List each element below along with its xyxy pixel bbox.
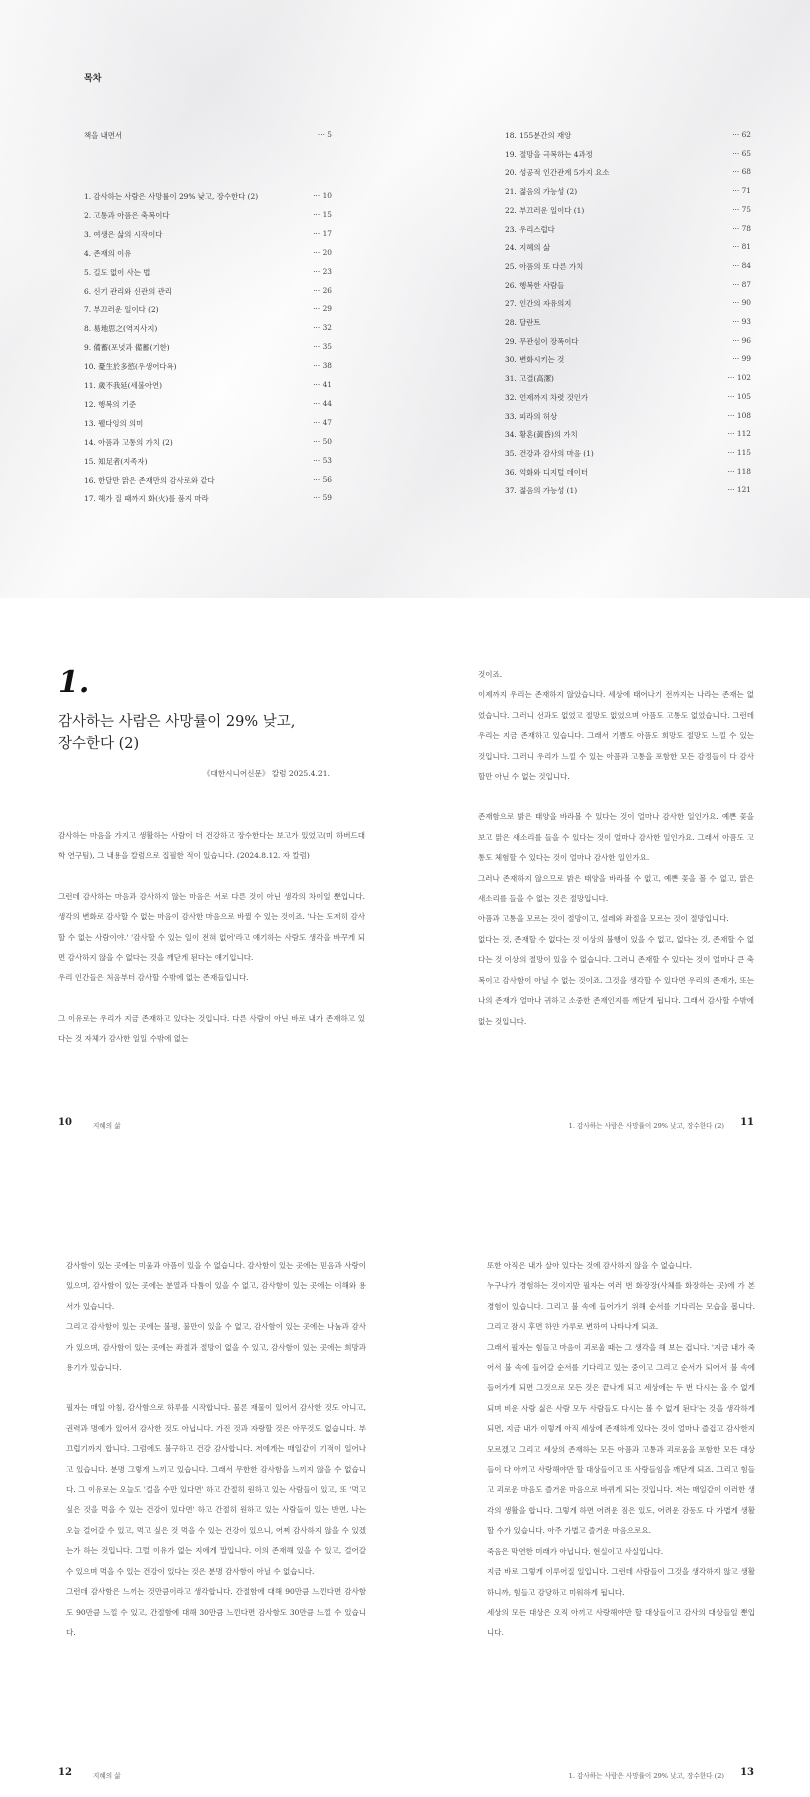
page-13-body [487, 1256, 755, 1644]
toc-entry-title: 8. 易地思之(역지사지) [84, 324, 158, 334]
toc-entry[interactable] [84, 191, 332, 202]
paragraph: 그 이유로는 우리가 지금 존재하고 있다는 것입니다. 다른 사람이 아닌 바로 내가 존재하고 있다는 것 자체가 감사한 일일 수밖에 없는 [58, 1013, 365, 1044]
toc-entry-page: ··· 10 [313, 191, 332, 200]
toc-entry-page: ··· 65 [732, 148, 751, 158]
toc-entry-page: ··· 56 [313, 474, 332, 484]
toc-entry-title: 32. 언제까지 차렷 것인가 [505, 392, 589, 402]
toc-entry-title: 25. 아픔의 또 다른 가치 [505, 261, 584, 271]
toc-entry-page: ··· 121 [727, 485, 751, 495]
toc-entry-title: 33. 피라의 허상 [505, 411, 558, 421]
toc-entry[interactable] [84, 323, 332, 334]
toc-entry-page: ··· 118 [727, 466, 751, 476]
toc-entry[interactable] [505, 336, 751, 347]
toc-entry-title: 12. 행복의 기준 [84, 399, 137, 409]
toc-entry-page: ··· 93 [732, 317, 751, 326]
page-12-body [66, 1256, 366, 1643]
toc-entry-page: ··· 41 [313, 380, 332, 389]
toc-entry[interactable] [505, 205, 751, 216]
toc-entry-title: 10. 憂生於多慾(우생어다욕) [84, 362, 177, 372]
paragraph-gap [478, 787, 754, 807]
toc-entry-page: ··· 53 [313, 455, 332, 465]
paragraph: 세상의 모든 대상은 오직 아끼고 사랑해야만 할 대상들이고 감사의 대상들일 뿐입니다. [487, 1607, 755, 1638]
toc-entry[interactable] [84, 248, 332, 259]
toc-entry-page: ··· 81 [732, 242, 751, 252]
toc-entry-title: 27. 인간의 자유의지 [505, 299, 572, 309]
running-head-right-2: 1. 감사하는 사람은 사망률이 29% 낮고, 장수한다 (2) [568, 1772, 724, 1780]
toc-entry-page: ··· 26 [313, 285, 332, 295]
toc-entry[interactable] [505, 167, 751, 178]
paragraph: 그리고 감사함이 있는 곳에는 불평, 불만이 있을 수 없고, 감사함이 있는 곳에는 나눔과 감사가 있으며, 감사함이 있는 곳에는 좌절과 절망이 없을 수 있고, 감사함이 있는 곳에는 희망과 용기가 있습니다. [66, 1322, 366, 1373]
toc-entry-title: 30. 변화시키는 것 [505, 355, 565, 365]
toc-entry-page: ··· 17 [313, 228, 332, 238]
toc-entry-page: ··· 68 [732, 167, 751, 177]
toc-entry[interactable] [505, 392, 751, 403]
paragraph: 없다는 것, 존재할 수 없다는 것 이상의 불행이 있을 수 없고, 없다는 것, 존재할 수 없다는 것 이상의 절망이 있을 수 없습니다. 그러니 존재할 수 있다는 것이 얼마나 큰 축복이고 감사함이 아닐 수 없는 것이죠. 그것을 생각할 수 있다면 우리의 존재가, 또는 나의 존재가 얼마나 귀하고 소중한 존재인지를 깨닫게 됩니다. 그래서 감사할 수밖에 없는 것입니다. [478, 934, 754, 1026]
toc-entry-page: ··· 5 [317, 130, 332, 139]
toc-entry-title: 26. 행복한 사람들 [505, 280, 565, 290]
toc-entry-page: ··· 102 [727, 373, 751, 383]
paragraph: 감사함이 있는 곳에는 미움과 아픔이 있을 수 없습니다. 감사함이 있는 곳에는 믿음과 사랑이 있으며, 감사함이 있는 곳에는 분열과 다툼이 있을 수 없고, 감사함이 있는 곳에는 이해와 용서가 있습니다. [66, 1261, 366, 1311]
paragraph: 또한 아직은 내가 살아 있다는 것에 감사하지 않을 수 없습니다. [487, 1261, 692, 1270]
toc-entry[interactable] [84, 304, 332, 315]
toc-entry-title: 16. 한달만 맑은 존재만의 감사로와 같다 [84, 475, 215, 485]
toc-entry-page: ··· 84 [732, 260, 751, 270]
page-11-body [478, 665, 754, 1032]
chapter-title-line-1: 감사하는 사람은 사망률이 29% 낮고, [58, 714, 296, 730]
toc-entry[interactable] [505, 467, 751, 478]
toc-entry[interactable] [84, 456, 332, 467]
paragraph: 그래서 필자는 힘들고 마음이 괴로울 때는 그 생각을 해 보는 겁니다. '지금 내가 죽어서 불 속에 들어갈 순서를 기다리고 있는 중이고 그리고 순서가 되어서 불 속에 들어가게 되면 그것으로 모든 것은 끝나게 되고 세상에는 두 번 다시는 올 수 없게 되며 비운 사람 싫은 사람 모두 사람들도 다시는 볼 수 없게 된다'는 것을 생각하게 되면, 지금 내가 이렇게 아직 세상에 존재하게 있다는 것이 얼마나 즐겁고 감사한지 모르겠고 그리고 세상의 존재하는 모든 아픔과 고통과 괴로움을 포함한 모든 대상들이 다 아끼고 사랑해야만 할 대상들이고 또 사랑들임을 깨닫게 되죠. 그리고 힘들고 괴로운 마음도 즐거운 마음으로 바뀌게 되는 것입니다. 저는 매일같이 이러한 생각의 생활을 합니다. 그렇게 하면 어려운 짐은 있도, 어려운 감동도 다 가볍게 생활할 수가 있습니다. 아주 가볍고 즐거운 마음으로요. [487, 1342, 755, 1536]
chapter-source: 《대한시니어신문》 칼럼 2025.4.21. [202, 769, 330, 778]
toc-entry[interactable] [84, 361, 332, 372]
toc-entry-page: ··· 29 [313, 304, 332, 314]
paragraph: 우리 인간들은 처음부터 감사할 수밖에 없는 존재들입니다. [58, 973, 249, 983]
paragraph-gap [58, 989, 365, 1009]
toc-entry[interactable] [505, 186, 751, 197]
page-number-13: 13 [740, 1767, 754, 1778]
toc-entry[interactable] [505, 485, 751, 496]
page-number-11: 11 [740, 1117, 754, 1128]
toc-entry-title: 13. 웰다잉의 의미 [84, 418, 144, 428]
toc-entry-title: 28. 달란트 [505, 318, 541, 327]
toc-entry-title: 34. 황혼(黃昏)의 가치 [505, 430, 578, 440]
toc-entry-page: ··· 71 [732, 186, 751, 196]
toc-entry-title: 18. 155분간의 재앙 [505, 131, 572, 140]
toc-entry-title: 5. 길도 없이 사는 법 [84, 267, 151, 277]
toc-entry-page: ··· 112 [727, 429, 751, 439]
toc-entry[interactable] [84, 493, 332, 504]
toc-entry[interactable] [505, 317, 751, 328]
paragraph-gap [58, 867, 365, 887]
toc-entry-title: 11. 歲不我延(세불아연) [84, 381, 162, 390]
toc-entry-title: 책을 내면서 [84, 131, 123, 140]
paragraph: 아픔과 고통을 모르는 것이 절망이고, 설레와 좌절을 모르는 것이 절망입니다. [478, 914, 729, 924]
paragraph: 존재함으로 밝은 태양을 바라볼 수 있다는 것이 얼마나 감사한 일인가요. 예쁜 꽃을 보고 맑은 새소리를 들을 수 있다는 것이 얼마나 감사한 일인가요. 그래서 아픔도 고통도 체험할 수 있다는 것이 얼마나 감사한 일인가요. [478, 812, 754, 863]
paragraph: 감사하는 마음을 가지고 생활하는 사람이 더 건강하고 장수한다는 보고가 있었고(미 하버드대학 연구팀), 그 내용을 칼럼으로 집필한 적이 있습니다. (2024.8.12. 자 칼럼) [58, 831, 365, 861]
paragraph: 필자는 매일 아침, 감사함으로 하루를 시작합니다. 물론 재물이 있어서 감사한 것도 아니고, 권력과 명예가 있어서 감사한 것도 아닙니다. 가진 것과 자랑할 것은 아무것도 없습니다. 부끄럽기까지 합니다. 그럼에도 불구하고 건강 감사합니다. 저에게는 매일같이 기적이 일어나고 있습니다. 분명 그렇게 느끼고 있습니다. 그래서 무한한 감사함을 느끼지 않을 수 없습니다. 그 이유로는 오늘도 '걸을 수만 있다면' 하고 간절히 원하고 있는 사람들이 있고, 또 '먹고 싶은 것을 먹을 수 있는 건강이 있다면' 하고 간절히 원하고 있는 사람들이 있는 반면, 나는 오늘 걸어갈 수 있고, 먹고 싶은 것 먹을 수 있는 건강이 있으니, 어찌 감사하지 않을 수 있겠는가 하는 것입니다. 그럴 이유가 없는 지에게 말입니다. 이의 존재해 있을 수 있고, 걸어갈 수 있으며 먹을 수 있는 건강이 있다는 것은 분명 감사함이 아닐 수 없습니다. [66, 1403, 366, 1576]
toc-entry-title: 23. 우리스럽다 [505, 224, 555, 234]
toc-entry-title: 36. 억화와 디지털 데이터 [505, 467, 589, 477]
toc-entry-title: 22. 부끄러운 일이다 (1) [505, 205, 585, 215]
toc-entry[interactable] [84, 210, 332, 221]
toc-entry[interactable] [84, 475, 332, 486]
page-10-body [58, 826, 365, 1050]
toc-entry[interactable] [505, 261, 751, 272]
toc-entry-page: ··· 105 [727, 391, 751, 401]
toc-entry-title: 17. 해가 질 때까지 화(火)를 품지 마라 [84, 494, 209, 504]
paragraph: 그러나 존재하지 않으므로 밝은 태양을 바라볼 수 없고, 예쁜 꽃을 볼 수 없고, 맑은 새소리를 들을 수 없는 것은 절망입니다. [478, 873, 754, 904]
toc-entry-title: 15. 知足者(지족자) [84, 456, 148, 466]
toc-entry-page: ··· 50 [313, 436, 332, 446]
toc-entry[interactable] [84, 286, 332, 297]
toc-entry[interactable] [505, 411, 751, 422]
chapter-title [58, 711, 338, 755]
toc-entry[interactable] [84, 130, 332, 141]
toc-entry[interactable] [84, 380, 332, 391]
toc-entry[interactable] [84, 399, 332, 410]
toc-entry-page: ··· 15 [313, 209, 332, 219]
running-head-right: 1. 감사하는 사람은 사망률이 29% 낮고, 장수한다 (2) [568, 1122, 724, 1130]
chapter-number: 1. [58, 665, 90, 700]
paragraph-gap [66, 1378, 366, 1398]
toc-entry-page: ··· 23 [313, 266, 332, 276]
paragraph: 것이죠. [478, 670, 503, 679]
toc-entry-title: 31. 고결(高潔) [505, 374, 554, 384]
toc-entry-page: ··· 32 [313, 323, 332, 333]
toc-entry[interactable] [505, 373, 751, 384]
toc-entry[interactable] [505, 242, 751, 253]
toc-entry[interactable] [505, 429, 751, 440]
toc-entry-title: 2. 고통과 아픔은 축복이다 [84, 210, 170, 220]
toc-entry-title: 4. 존재의 이유 [84, 248, 132, 258]
toc-entry-title: 6. 신기 관리와 신관의 관리 [84, 286, 172, 296]
toc-entry-title: 24. 지혜의 삶 [505, 243, 551, 253]
toc-entry[interactable] [84, 267, 332, 278]
toc-entry-page: ··· 38 [313, 361, 332, 371]
toc-entry[interactable] [84, 342, 332, 353]
toc-title: 목차 [84, 74, 102, 84]
toc-entry-title: 1. 감사하는 사람은 사망률이 29% 낮고, 장수한다 (2) [84, 192, 259, 201]
toc-entry-page: ··· 20 [313, 247, 332, 257]
toc-entry[interactable] [505, 224, 751, 235]
toc-entry-page: ··· 47 [313, 417, 332, 427]
paragraph: 죽음은 막연한 미래가 아닙니다. 현실이고 사실입니다. [487, 1546, 664, 1556]
toc-entry-title: 20. 성공적 인간관계 5가지 요소 [505, 168, 610, 178]
toc-entry[interactable] [505, 130, 751, 141]
paragraph: 누구나가 경험하는 것이지만 필자는 여러 번 화장장(사체를 화장하는 곳)에 가 본 경험이 있습니다. 그리고 불 속에 들어가기 위해 순서를 기다리는 모습을 봅니다. 그리고 잠시 후면 하얀 가루로 변하여 나타나게 되죠. [487, 1281, 755, 1332]
toc-entry-page: ··· 59 [313, 493, 332, 503]
toc-entry[interactable] [505, 354, 751, 365]
toc-entry[interactable] [505, 149, 751, 160]
paragraph: 이제까지 우리는 존재하지 않았습니다. 세상에 태어나기 전까지는 나라는 존재는 없었습니다. 그러니 선과도 없었고 절망도 없었으며 아픔도 고통도 없었습니다. 그런데 우리는 지금 존재하고 있습니다. 그래서 기쁨도 아픔도 희망도 절망도 느낄 수 있는 것입니다. 그러니 우리가 느낄 수 있는 아픔과 고통을 포함한 모든 감정들이 다 감사할만 아닌 수 없는 것입니다. [478, 690, 754, 782]
page-number-12: 12 [58, 1767, 72, 1778]
toc-entry-title: 9. 備蓄(포넛과 備蓄(기한) [84, 343, 170, 353]
toc-entry-page: ··· 75 [732, 204, 751, 214]
toc-entry-page: ··· 99 [732, 354, 751, 364]
toc-entry-title: 14. 아픔과 고통의 가치 (2) [84, 437, 173, 447]
toc-entry-title: 19. 절망을 극복하는 4과정 [505, 149, 593, 159]
toc-entry-title: 7. 부끄러운 일이다 (2) [84, 305, 159, 315]
toc-entry-page: ··· 44 [313, 398, 332, 408]
toc-entry-page: ··· 87 [732, 279, 751, 289]
running-head-left-2: 지혜의 삶 [93, 1772, 121, 1780]
toc-entry[interactable] [505, 448, 751, 459]
toc-entry-title: 35. 건강과 감사의 마음 (1) [505, 448, 594, 458]
toc-entry-page: ··· 115 [727, 447, 751, 457]
toc-entry[interactable] [84, 229, 332, 240]
page-number-10: 10 [58, 1117, 72, 1128]
paragraph: 그런데 감사하는 마음과 감사하지 않는 마음은 서로 다른 것이 아닌 생각의 차이일 뿐입니다. 생각의 변화로 감사할 수 없는 마음이 감사한 마음으로 바뀔 수 있는 것이죠. '나는 도저히 감사할 수 없는 사람이야.' '감사할 수 있는 일이 전혀 없어'라고 얘기하는 사람도 생각을 바꾸게 되면 감사하지 않을 수 없다는 것을 깨닫게 된다는 얘기입니다. [58, 891, 365, 963]
toc-entry[interactable] [84, 418, 332, 429]
toc-entry-title: 21. 젊음의 가능성 (2) [505, 187, 578, 197]
running-head-left: 지혜의 삶 [93, 1122, 121, 1130]
toc-entry[interactable] [84, 437, 332, 448]
toc-entry-page: ··· 78 [732, 223, 751, 233]
chapter-title-line-2: 장수한다 (2) [58, 736, 140, 752]
toc-entry[interactable] [505, 298, 751, 309]
toc-entry-page: ··· 90 [732, 298, 751, 308]
paragraph: 그런데 감사함은 느끼는 것만큼이라고 생각합니다. 간절함에 대해 90만큼 느낀다면 감사함도 90만큼 느낄 수 있고, 간절함에 대해 30만큼 느낀다면 감사함도 30만큼 느낄 수 있습니다. [66, 1587, 366, 1637]
toc-entry-page: ··· 96 [732, 335, 751, 345]
toc-entry-title: 3. 여생은 삶의 시작이다 [84, 229, 163, 239]
toc-entry[interactable] [505, 280, 751, 291]
toc-entry-title: 29. 무관심이 장폭이다 [505, 336, 579, 346]
toc-entry-page: ··· 35 [313, 342, 332, 352]
paragraph: 지금 바로 그렇게 이루어질 일입니다. 그런데 사람들이 그것을 생각하지 않고 생활하니까, 힘들고 감당하고 미워하게 됩니다. [487, 1567, 755, 1597]
toc-entry-page: ··· 108 [727, 410, 751, 420]
toc-entry-page: ··· 62 [732, 130, 751, 139]
toc-entry-title: 37. 젊음의 가능성 (1) [505, 486, 578, 496]
